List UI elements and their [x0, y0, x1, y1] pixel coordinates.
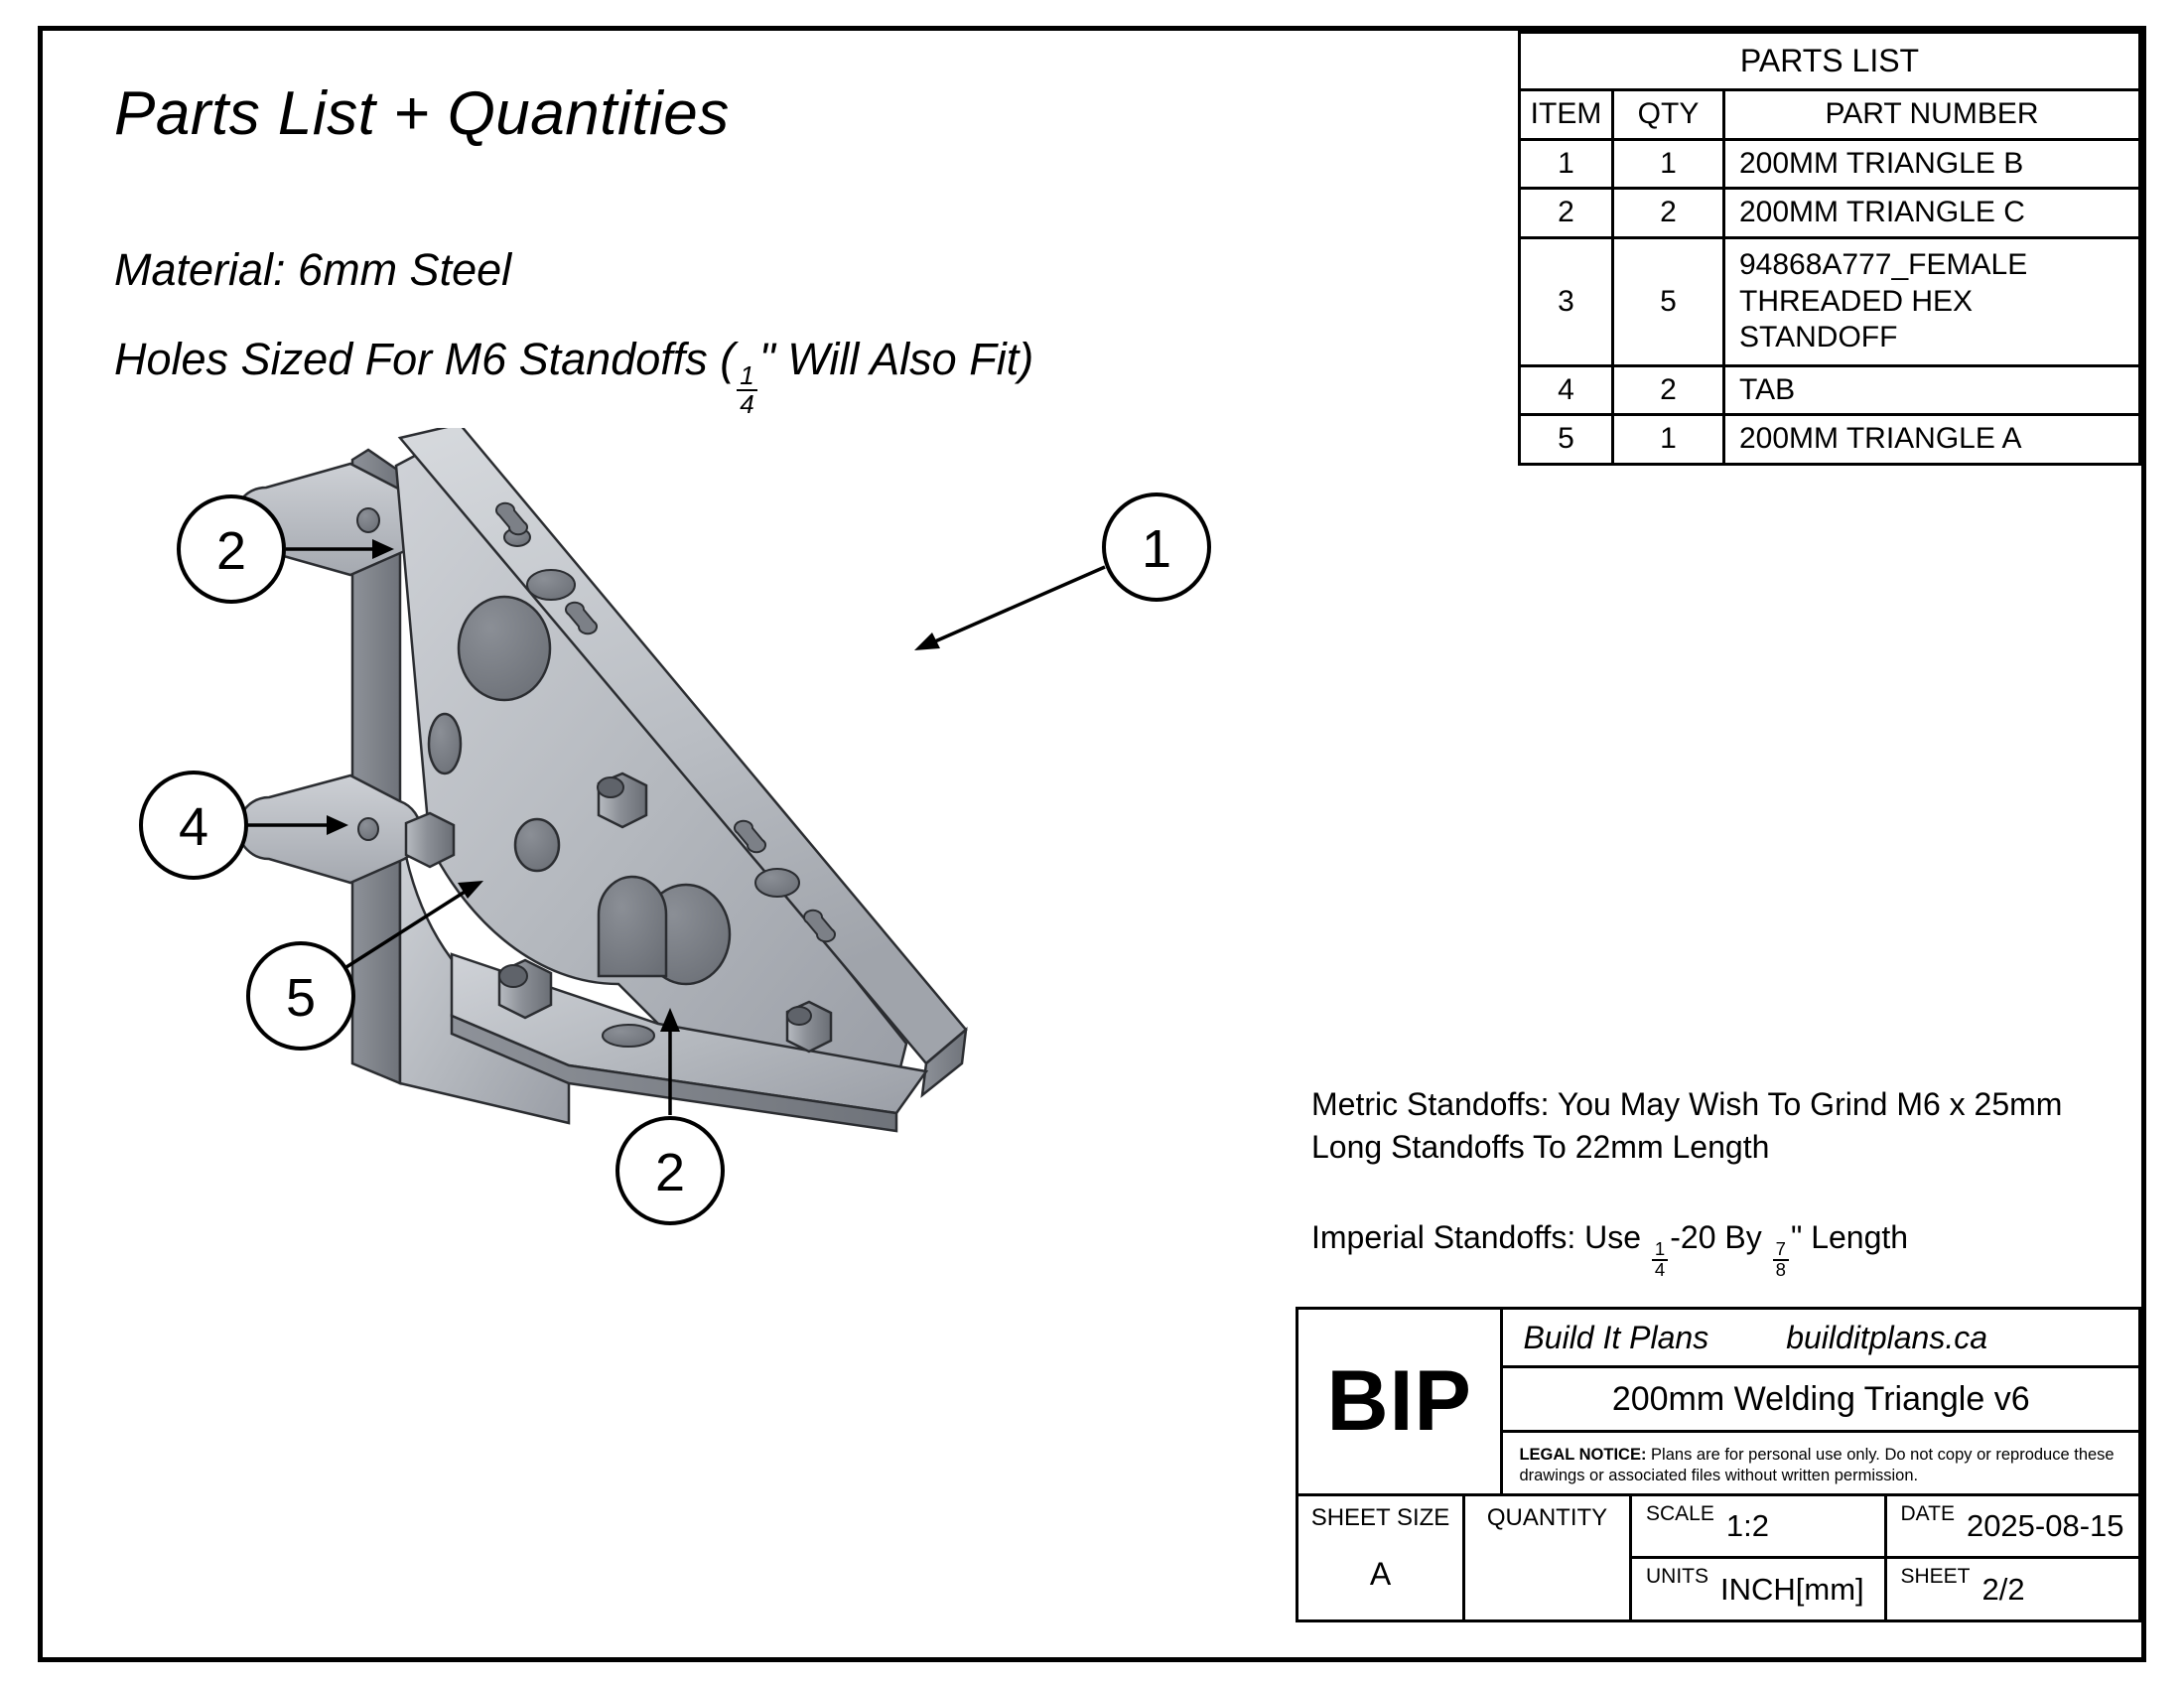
holes-note-pre: Holes Sized For M6 Standoffs (: [114, 334, 736, 384]
title-block-upper: [1298, 1310, 2138, 1496]
fraction-one-quarter: [737, 359, 757, 419]
cell-qty: 2: [1613, 189, 1724, 238]
cell-item: 4: [1520, 365, 1613, 415]
balloon-2-bottom-label: 2: [654, 1143, 686, 1202]
quantity-label: QUANTITY: [1486, 1503, 1608, 1531]
parts-list-header-row: [1520, 90, 2140, 140]
parts-list-title-row: [1520, 33, 2140, 90]
fraction-seven-eighths: [1773, 1237, 1789, 1280]
sheet-value: 2/2: [1981, 1571, 2025, 1607]
date-label: DATE: [1900, 1501, 1955, 1525]
imperial-note: [1311, 1216, 2116, 1280]
date-cell: [1887, 1496, 2139, 1557]
sheet-label: SHEET: [1900, 1565, 1971, 1589]
balloon-1-label: 1: [1141, 519, 1172, 579]
metrics-row-bottom: [1632, 1559, 2138, 1619]
cell-part-number: 200MM TRIANGLE C: [1724, 189, 2140, 238]
table-row: [1520, 189, 2140, 238]
table-row: [1520, 237, 2140, 365]
lightening-hole: [515, 819, 559, 871]
imperial-note-post: " Length: [1790, 1218, 1909, 1255]
metrics-row-top: [1632, 1496, 2138, 1560]
cell-part-number: 200MM TRIANGLE B: [1724, 139, 2140, 189]
sheet-size-value: A: [1369, 1555, 1392, 1592]
cell-item: 1: [1520, 139, 1613, 189]
balloon-2-top-label: 2: [215, 521, 247, 581]
cell-part-number: 200MM TRIANGLE A: [1724, 415, 2140, 465]
hex-standoff: [787, 1002, 831, 1052]
table-row: [1520, 139, 2140, 189]
cell-qty: 2: [1613, 365, 1724, 415]
scale-cell: [1632, 1496, 1887, 1557]
drawing-sheet: [38, 26, 2146, 1662]
metric-note-line1: Metric Standoffs: You May Wish To Grind M6 x 25mm: [1311, 1086, 2063, 1122]
company-row: [1503, 1310, 2138, 1368]
heading-block: [114, 78, 1524, 417]
fraction-denominator: 8: [1775, 1258, 1786, 1280]
column-header-item: ITEM: [1520, 90, 1613, 140]
fraction-numerator: 7: [1773, 1240, 1789, 1261]
imperial-note-pre: Imperial Standoffs: Use: [1311, 1218, 1650, 1255]
balloon-4-label: 4: [178, 797, 209, 857]
material-note: Material: 6mm Steel: [114, 244, 512, 295]
holes-note: [114, 334, 1524, 417]
column-header-part-number: PART NUMBER: [1724, 90, 2140, 140]
drawing-title: 200mm Welding Triangle v6: [1503, 1368, 2138, 1433]
fraction-one-quarter: [1652, 1237, 1668, 1280]
logo-text: BIP: [1326, 1352, 1472, 1449]
parts-list-table: [1518, 31, 2141, 466]
holes-note-post: " Will Also Fit): [758, 334, 1034, 384]
cell-item: 3: [1520, 237, 1613, 365]
title-block-metrics: [1632, 1496, 2138, 1619]
imperial-note-mid: -20 By: [1670, 1218, 1771, 1255]
date-value: 2025-08-15: [1966, 1508, 2124, 1544]
company-website: builditplans.ca: [1786, 1319, 1987, 1355]
title-block-right: [1503, 1310, 2138, 1493]
scale-label: SCALE: [1646, 1501, 1714, 1525]
page-title: Parts List + Quantities: [114, 79, 730, 148]
quantity-cell: [1465, 1496, 1632, 1619]
fraction-numerator: 1: [1652, 1240, 1668, 1261]
scale-value: 1:2: [1725, 1508, 1769, 1544]
cell-part-number: 94868A777_FEMALE THREADED HEX STANDOFF: [1724, 237, 2140, 365]
hex-standoff: [406, 813, 454, 867]
cell-qty: 1: [1613, 139, 1724, 189]
title-block: [1296, 1307, 2141, 1622]
cell-qty: 5: [1613, 237, 1724, 365]
cell-part-number: TAB: [1724, 365, 2140, 415]
table-row: [1520, 415, 2140, 465]
legal-notice-label: LEGAL NOTICE:: [1519, 1446, 1647, 1464]
fraction-denominator: 4: [1654, 1258, 1666, 1280]
metric-note-line2: Long Standoffs To 22mm Length: [1311, 1128, 1770, 1165]
hex-standoff: [598, 774, 646, 827]
cell-item: 5: [1520, 415, 1613, 465]
units-value: INCH[mm]: [1720, 1571, 1864, 1607]
lightening-hole: [429, 714, 461, 774]
standoff-notes: [1311, 1083, 2116, 1280]
base-flange-hole: [603, 1025, 654, 1047]
balloon-5-label: 5: [285, 968, 317, 1028]
column-header-qty: QTY: [1613, 90, 1724, 140]
fraction-denominator: 4: [740, 388, 754, 419]
parts-list-title: PARTS LIST: [1520, 33, 2140, 90]
lightening-slot: [599, 877, 666, 976]
legal-notice-text: Plans are for personal use only. Do not copy or reproduce these drawings or associated files without written permission.: [1519, 1446, 2115, 1485]
table-row: [1520, 365, 2140, 415]
units-cell: [1632, 1559, 1887, 1619]
units-label: UNITS: [1646, 1565, 1708, 1589]
sheet-size-label: SHEET SIZE: [1310, 1503, 1450, 1531]
sheet-number-cell: [1887, 1559, 2139, 1619]
company-name: Build It Plans: [1523, 1319, 1709, 1355]
fraction-numerator: 1: [737, 362, 757, 391]
legal-notice: [1503, 1433, 2138, 1493]
title-block-lower: [1298, 1496, 2138, 1619]
lightening-hole: [459, 597, 550, 700]
hex-standoff: [499, 960, 551, 1018]
cell-qty: 1: [1613, 415, 1724, 465]
isometric-assembly-view: [102, 428, 1343, 1619]
cell-item: 2: [1520, 189, 1613, 238]
